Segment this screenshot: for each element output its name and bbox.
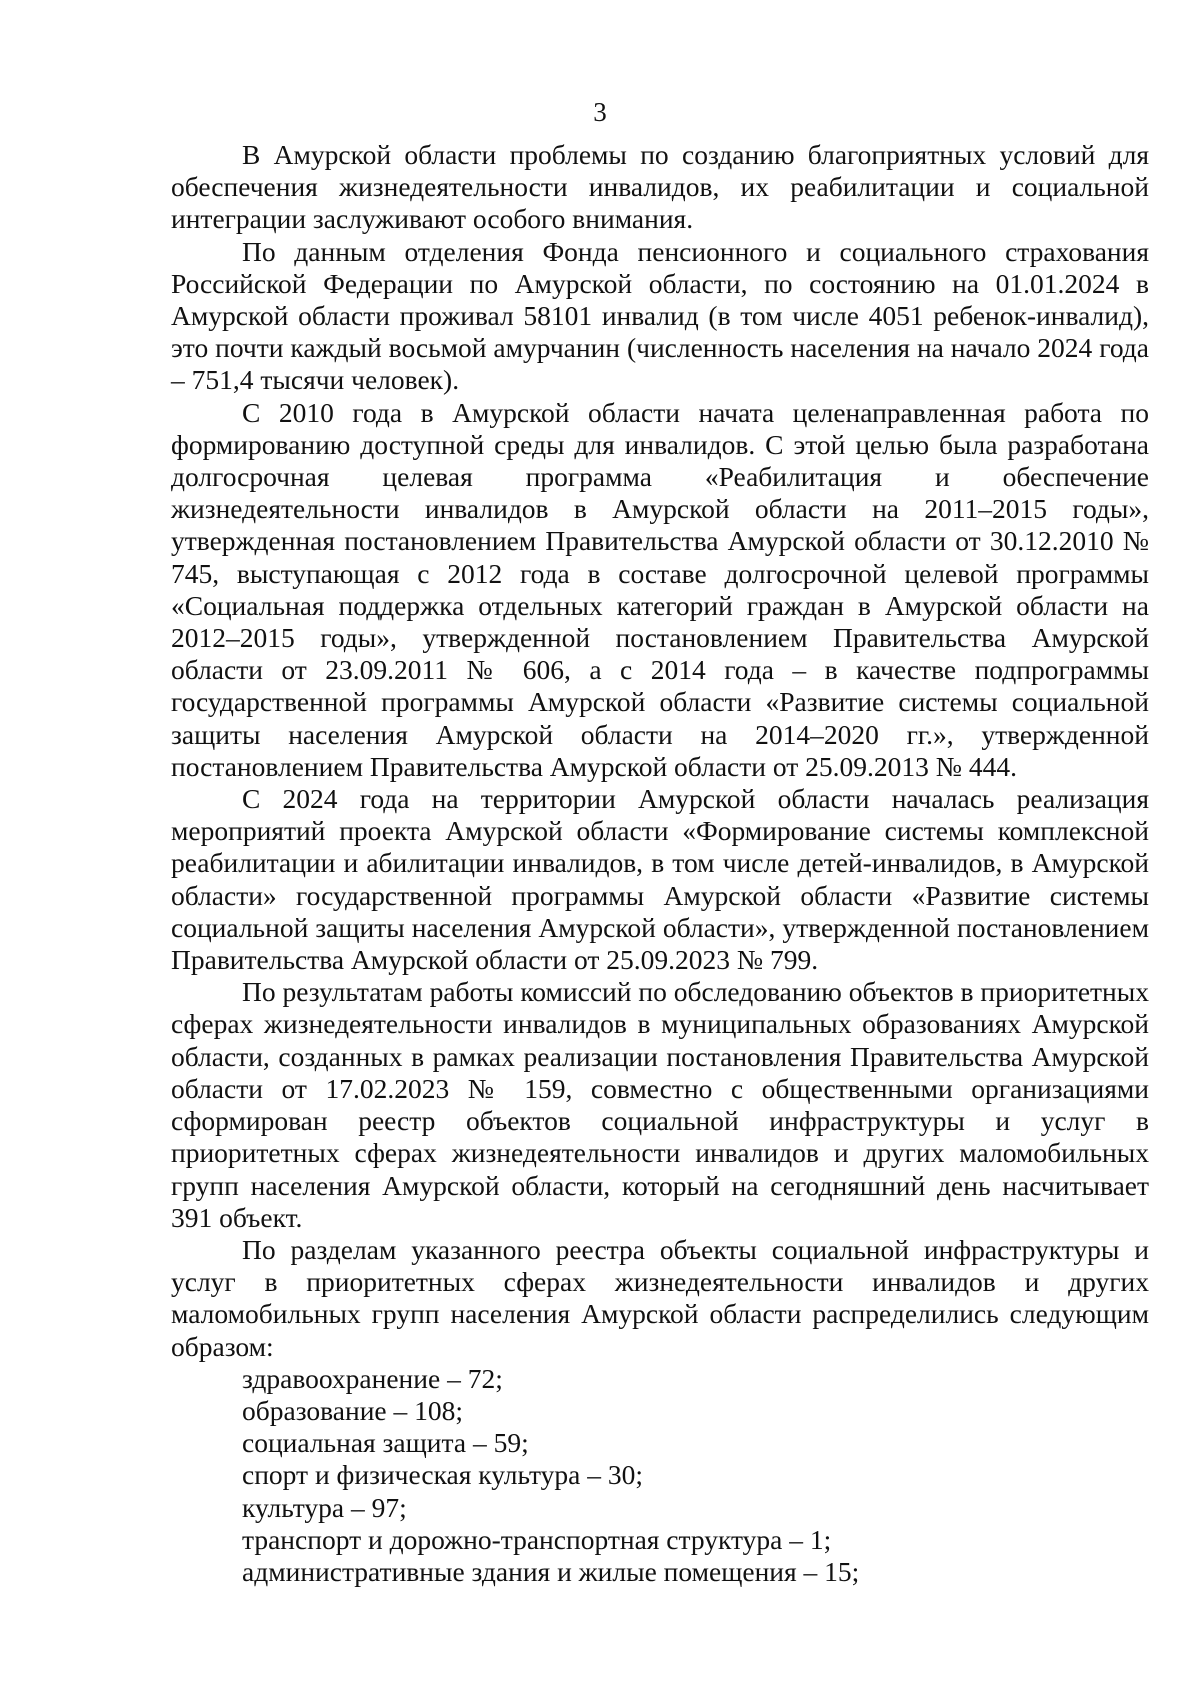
paragraph-intro: В Амурской области проблемы по созданию благоприятных условий для обеспечения жизнедеятельности инвалидов, их реабилитации и социальной интеграции заслуживают особого внимания.	[171, 139, 1149, 235]
paragraph-registry: По результатам работы комиссий по обследованию объектов в приоритетных сферах жизнедеятельности инвалидов в муниципальных образованиях Амурской области, созданных в рамках реализации постановления Правительства Амурской области от 17.02.2023 № 159, совместно с общественными организациями сформирован реестр объектов социальной инфраструктуры и услуг в приоритетных сферах жизнедеятельности инвалидов и других маломобильных групп населения Амурской области, который на сегодняшний день насчитывает 391 объект.	[171, 976, 1149, 1233]
paragraph-statistics: По данным отделения Фонда пенсионного и социального страхования Российской Федерации по Амурской области, по состоянию на 01.01.2024 в Амурской области проживал 58101 инвалид (в том числе 4051 ребенок-инвалид), это почти каждый восьмой амурчанин (численность населения на начало 2024 года – 751,4 тысячи человек).	[171, 235, 1149, 396]
list-item: здравоохранение – 72;	[242, 1362, 503, 1394]
paragraph-distribution: По разделам указанного реестра объекты социальной инфраструктуры и услуг в приоритетных сферах жизнедеятельности инвалидов и других маломобильных групп населения Амурской области распределились следующим образом:	[171, 1233, 1149, 1362]
list-item: социальная защита – 59;	[242, 1427, 529, 1459]
list-item: спорт и физическая культура – 30;	[242, 1459, 643, 1491]
category-list	[171, 1363, 1149, 1588]
list-item: административные здания и жилые помещения – 15;	[242, 1555, 860, 1587]
paragraph-program-history: С 2010 года в Амурской области начата целенаправленная работа по формированию доступной среды для инвалидов. С этой целью была разработана долгосрочная целевая программа «Реабилитация и обеспечение жизнедеятельности инвалидов в Амурской области на 2011–2015 годы», утвержденная постановлением Правительства Амурской области от 30.12.2010 № 745, выступающая с 2012 года в составе долгосрочной целевой программы «Социальная поддержка отдельных категорий граждан в Амурской области на 2012–2015 годы», утвержденной постановлением Правительства Амурской области от 23.09.2011 № 606, а с 2014 года – в качестве подпрограммы государственной программы Амурской области «Развитие системы социальной защиты населения Амурской области на 2014–2020 гг.», утвержденной постановлением Правительства Амурской области от 25.09.2013 № 444.	[171, 396, 1149, 782]
document-body	[171, 139, 1149, 1588]
list-item: культура – 97;	[242, 1491, 407, 1523]
paragraph-project-2024: С 2024 года на территории Амурской области началась реализация мероприятий проекта Амурской области «Формирование системы комплексной реабилитации и абилитации инвалидов, в том числе детей-инвалидов, в Амурской области» государственной программы Амурской области «Развитие системы социальной защиты населения Амурской области», утвержденной постановлением Правительства Амурской области от 25.09.2023 № 799.	[171, 783, 1149, 976]
page-number: 3	[593, 97, 607, 127]
list-item: транспорт и дорожно-транспортная структура – 1;	[242, 1523, 832, 1555]
list-item: образование – 108;	[242, 1394, 464, 1426]
